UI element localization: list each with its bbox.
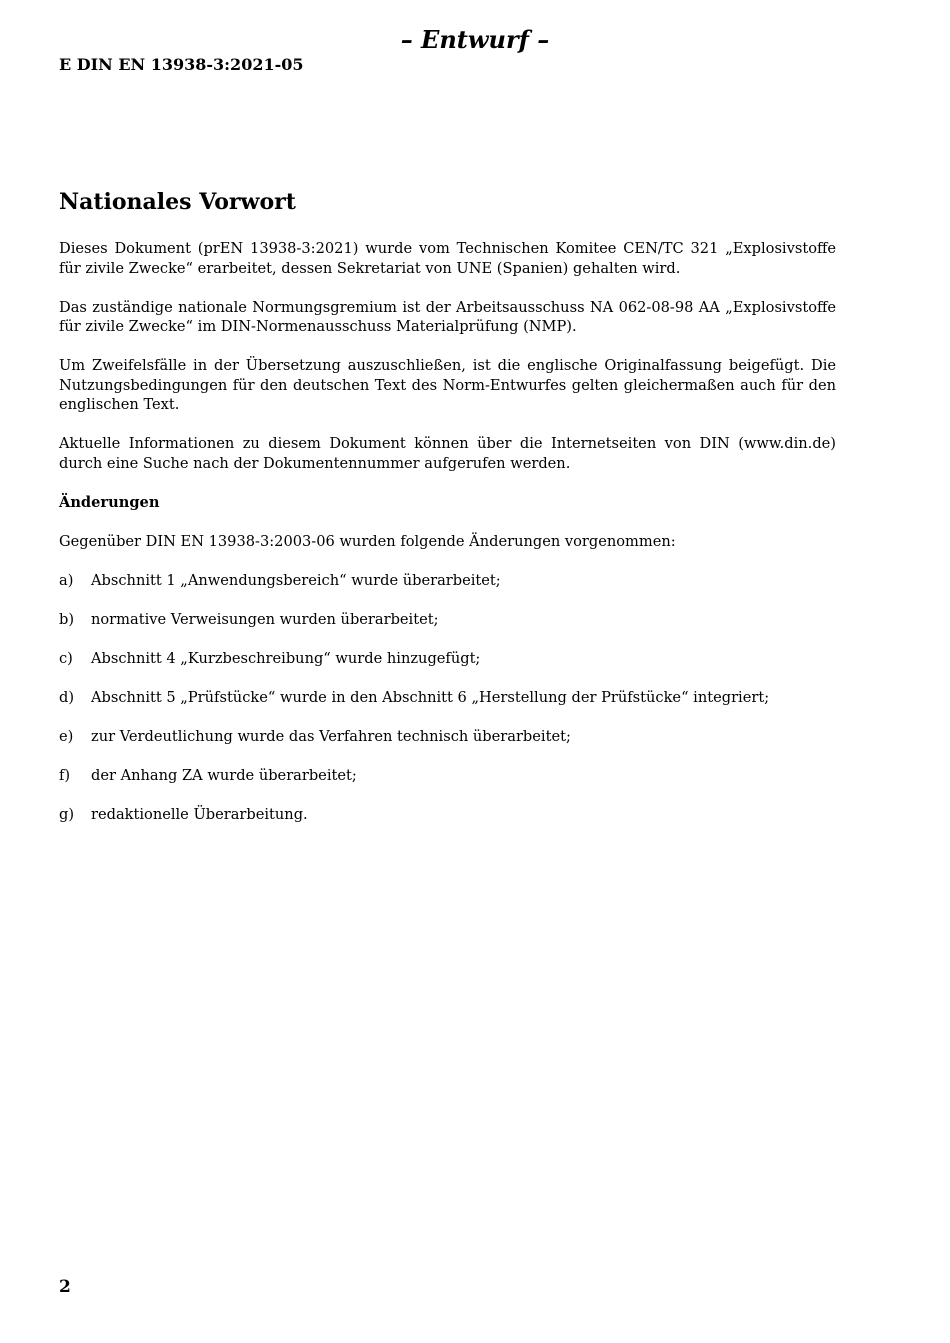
page-number: 2 xyxy=(59,1277,71,1297)
paragraph-information: Aktuelle Informationen zu diesem Dokument können über die Internetseiten von DIN (www.din.de) durch eine Suche nach der Dokumentennummer aufgerufen werden. xyxy=(59,435,836,472)
list-item xyxy=(59,610,836,630)
list-item-letter: e) xyxy=(59,727,74,745)
page-title: Nationales Vorwort xyxy=(59,189,296,215)
paragraph-committee: Dieses Dokument (prEN 13938-3:2021) wurde vom Technischen Komitee CEN/TC 321 „Explosivstoffe für zivile Zwecke“ erarbeitet, dessen Sekretariat von UNE (Spanien) gehalten wird. xyxy=(59,240,836,277)
changes-intro: Gegenüber DIN EN 13938-3:2003-06 wurden folgende Änderungen vorgenommen: xyxy=(59,532,676,550)
list-item xyxy=(59,688,836,708)
list-item-text: der Anhang ZA wurde überarbeitet; xyxy=(91,766,357,784)
list-item-letter: a) xyxy=(59,571,74,589)
list-item-text: redaktionelle Überarbeitung. xyxy=(91,805,308,823)
list-item xyxy=(59,766,836,786)
list-item-text: Abschnitt 1 „Anwendungsbereich“ wurde überarbeitet; xyxy=(91,571,501,589)
list-item-text: normative Verweisungen wurden überarbeitet; xyxy=(91,610,439,628)
list-item-letter: g) xyxy=(59,805,75,823)
list-item-text: zur Verdeutlichung wurde das Verfahren technisch überarbeitet; xyxy=(91,727,571,745)
paragraph-national-body: Das zuständige nationale Normungsgremium ist der Arbeitsausschuss NA 062-08-98 AA „Explosivstoffe für zivile Zwecke“ im DIN-Normenausschuss Materialprüfung (NMP). xyxy=(59,298,836,335)
changes-list xyxy=(59,571,836,825)
document-id: E DIN EN 13938-3:2021-05 xyxy=(59,55,304,74)
list-item-text: Abschnitt 4 „Kurzbeschreibung“ wurde hinzugefügt; xyxy=(91,649,481,667)
list-item-letter: d) xyxy=(59,688,75,706)
list-item-letter: b) xyxy=(59,610,75,628)
list-item xyxy=(59,805,836,825)
changes-heading: Änderungen xyxy=(59,493,160,511)
list-item xyxy=(59,649,836,669)
page-content xyxy=(59,188,836,844)
paragraph-translation: Um Zweifelsfälle in der Übersetzung auszuschließen, ist die englische Originalfassung beigefügt. Die Nutzungsbedingungen für den deutschen Text des Norm-Entwurfes gelten gleichermaßen auch für den englischen Text. xyxy=(59,357,836,413)
list-item xyxy=(59,571,836,591)
list-item-text: Abschnitt 5 „Prüfstücke“ wurde in den Abschnitt 6 „Herstellung der Prüfstücke“ integriert; xyxy=(91,688,770,706)
list-item xyxy=(59,727,836,747)
list-item-letter: f) xyxy=(59,766,71,784)
draft-watermark-heading: – Entwurf – xyxy=(400,25,550,54)
list-item-letter: c) xyxy=(59,649,73,667)
